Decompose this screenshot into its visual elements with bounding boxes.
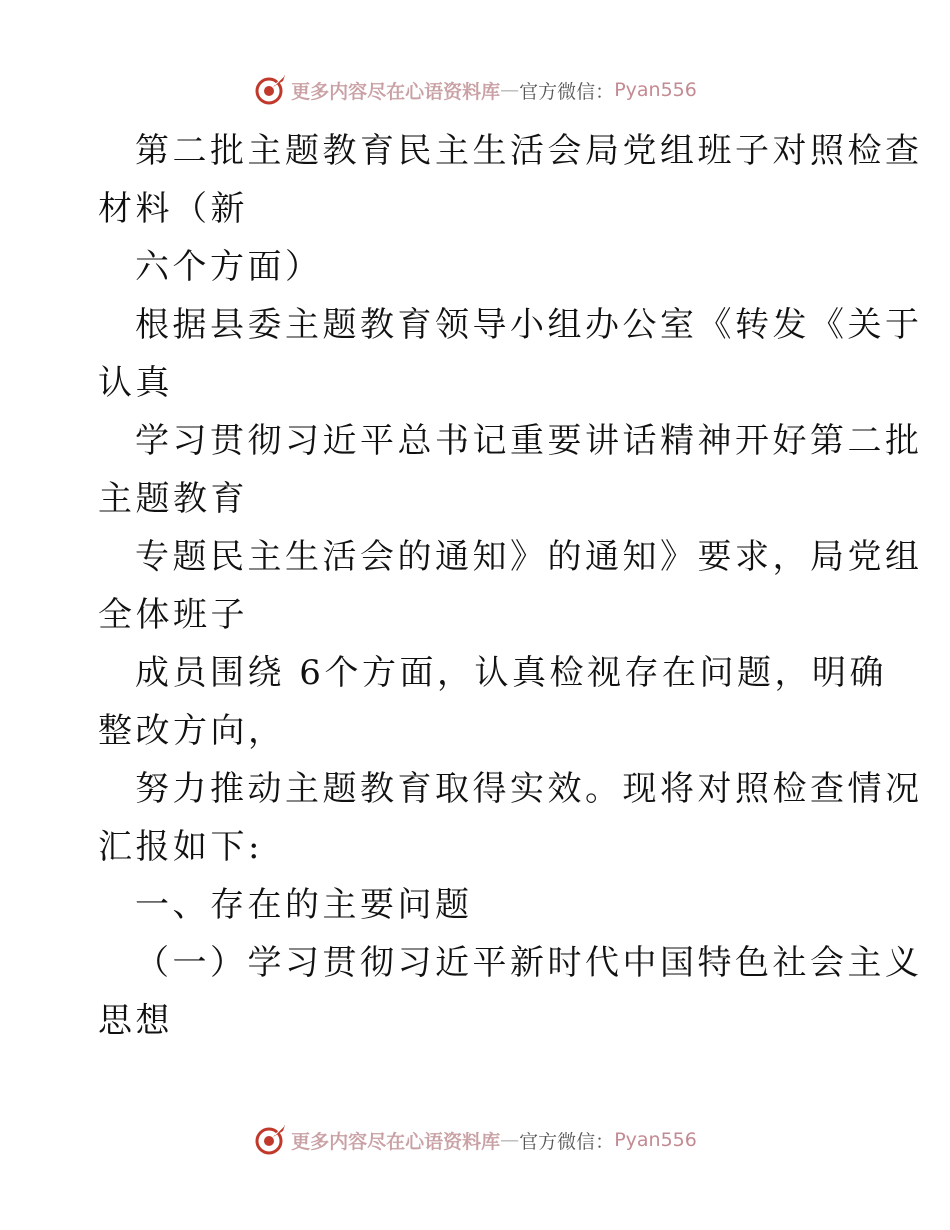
quill-logo-icon	[253, 1123, 287, 1157]
watermark-dash: —	[500, 1129, 520, 1151]
watermark-wechat-label: 官方微信：	[519, 80, 615, 103]
watermark-dash: —	[500, 79, 520, 101]
document-body	[98, 122, 923, 1050]
doc-paragraph-line: 专题民主生活会的通知》的通知》要求，局党组	[135, 537, 923, 577]
section-heading: 一、存在的主要问题	[135, 885, 473, 925]
doc-paragraph-line: 整改方向，	[98, 711, 286, 751]
doc-title-line-2: 材料（新	[98, 189, 248, 229]
doc-paragraph-line: 根据县委主题教育领导小组办公室《转发《关于	[135, 305, 923, 345]
watermark-site-text: 更多内容尽在心语资料库	[291, 1130, 501, 1153]
watermark-wechat-id: Pyan556	[614, 1129, 697, 1151]
doc-paragraph-line: 成员围绕 6个方面，认真检视存在问题，明确	[135, 653, 887, 693]
doc-paragraph-line: 汇报如下:	[98, 827, 263, 867]
doc-title-line-3: 六个方面）	[135, 247, 323, 287]
doc-paragraph-line: 努力推动主题教育取得实效。现将对照检查情况	[135, 769, 923, 809]
doc-paragraph-line: 学习贯彻习近平总书记重要讲话精神开好第二批	[135, 421, 923, 461]
subsection-heading-line-2: 思想	[98, 1001, 173, 1041]
doc-paragraph-line: 全体班子	[98, 595, 248, 635]
doc-paragraph-line: 认真	[98, 363, 173, 403]
subsection-heading-line-1: （一）学习贯彻习近平新时代中国特色社会主义	[135, 943, 923, 983]
doc-paragraph-line: 主题教育	[98, 479, 248, 519]
watermark-wechat-id: Pyan556	[614, 79, 697, 101]
watermark-banner-bottom	[0, 1120, 950, 1160]
doc-title-line-1: 第二批主题教育民主生活会局党组班子对照检查	[135, 131, 923, 171]
watermark-banner-top	[0, 70, 950, 110]
watermark-wechat-label: 官方微信：	[519, 1130, 615, 1153]
watermark-site-text: 更多内容尽在心语资料库	[291, 80, 501, 103]
quill-logo-icon	[253, 73, 287, 107]
